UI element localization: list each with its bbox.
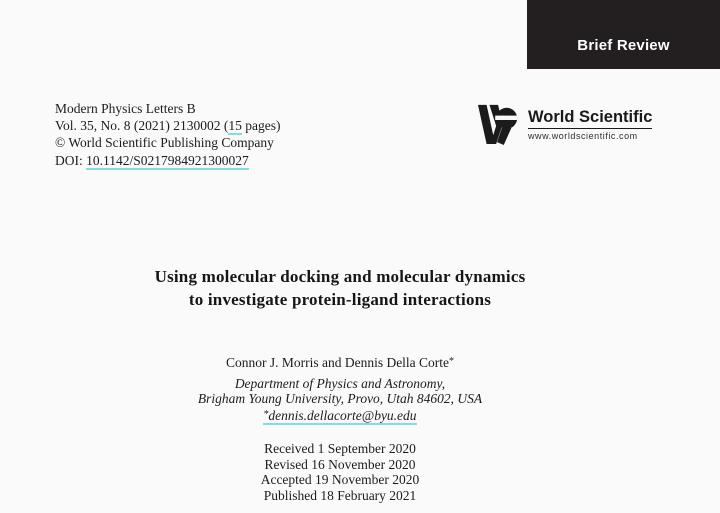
affiliation-block xyxy=(0,376,680,423)
article-type-label: Brief Review xyxy=(577,37,670,54)
publisher-logo xyxy=(476,103,652,145)
publisher-logo-text xyxy=(528,103,652,141)
email-underline xyxy=(263,408,416,425)
affiliation-line2: Brigham Young University, Provo, Utah 84602, USA xyxy=(197,391,483,407)
article-type-badge xyxy=(527,0,720,69)
authors-line xyxy=(0,355,680,371)
journal-name: Modern Physics Letters B xyxy=(55,101,196,116)
doi-link[interactable]: 10.1142/S0217984921300027 xyxy=(86,152,249,168)
published-date: Published 18 February 2021 xyxy=(263,487,417,503)
corresponding-author-marker: * xyxy=(449,356,455,367)
affiliation-line1: Department of Physics and Astronomy, xyxy=(234,376,446,391)
authors-names: Connor J. Morris and Dennis Della Corte xyxy=(225,355,450,370)
article-history xyxy=(0,441,680,503)
pages-link[interactable]: 15 xyxy=(228,118,242,134)
received-date: Received 1 September 2020 xyxy=(264,441,416,456)
publisher-name: World Scientific xyxy=(528,108,652,129)
copyright-line: © World Scientific Publishing Company xyxy=(55,135,274,151)
email-line xyxy=(0,407,680,423)
email-link[interactable]: dennis.dellacorte@byu.edu xyxy=(268,407,417,423)
email-marker: * xyxy=(263,408,269,420)
world-scientific-monogram-icon xyxy=(476,103,522,145)
journal-issue-line xyxy=(55,117,280,134)
issue-text: Vol. 35, No. 8 (2021) 2130002 ( xyxy=(55,118,229,134)
publisher-url: www.worldscientific.com xyxy=(528,130,638,141)
revised-date: Revised 16 November 2020 xyxy=(264,456,416,472)
doi-label: DOI: xyxy=(55,152,87,168)
article-title-line1: Using molecular docking and molecular dynamics xyxy=(154,267,526,286)
article-title xyxy=(0,265,680,311)
journal-info-block xyxy=(55,100,280,169)
issue-text-suffix: pages) xyxy=(241,118,281,134)
accepted-date: Accepted 19 November 2020 xyxy=(260,472,420,487)
doi-line xyxy=(55,152,280,169)
article-title-line2: to investigate protein-ligand interactions xyxy=(188,290,492,309)
